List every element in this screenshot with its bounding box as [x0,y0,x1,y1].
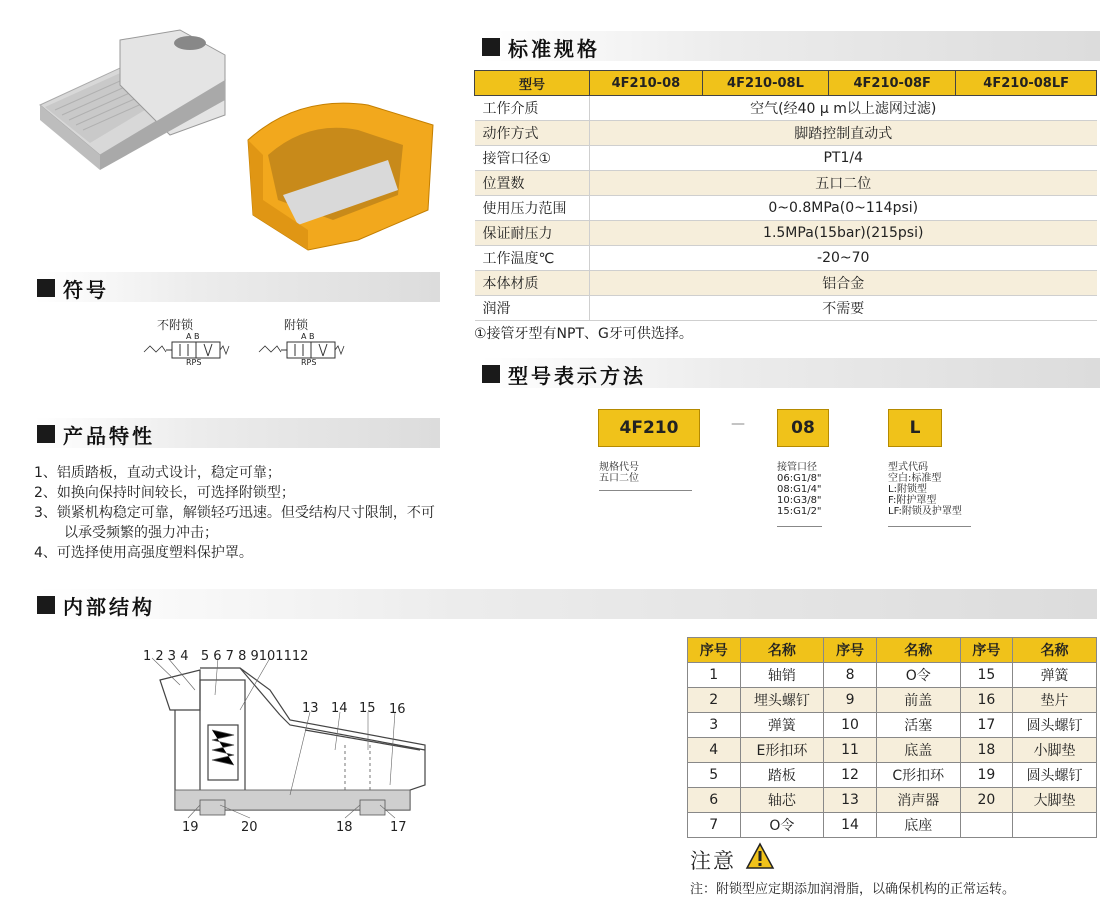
notice-title: 注意 [690,849,736,873]
spec-section-header [480,31,1100,61]
bullet-square [37,279,55,297]
structure-section-header [35,589,1097,619]
feature-item: 以承受频繁的强力冲击； [64,525,218,541]
table-cell [1013,813,1097,838]
feature-item: 2、如换向保持时间较长，可选择附锁型； [34,485,295,501]
table-cell: 垫片 [1013,688,1097,713]
desc-type [888,462,962,517]
spec-row [475,171,1097,196]
structure-drawing [140,650,440,835]
table-row [688,713,1097,738]
callout-13: 13 [302,701,319,716]
table-cell: 圆头螺钉 [1013,763,1097,788]
header-cell: 4F210-08F [829,71,956,96]
table-cell: 活塞 [876,713,960,738]
header-cell: 4F210-08 [590,71,703,96]
features-section-header [35,418,440,448]
table-row [688,813,1097,838]
notice-text: 注：附锁型应定期添加润滑脂，以确保机构的正常运转。 [690,882,1016,897]
bullet-square [482,365,500,383]
spec-label: 工作介质 [475,96,590,121]
table-cell: 8 [824,663,877,688]
spec-note: ①接管牙型有NPT、G牙可供选择。 [474,326,693,342]
spec-header-row [475,71,1097,96]
spec-label: 本体材质 [475,271,590,296]
spec-row [475,296,1097,321]
table-cell: 16 [960,688,1013,713]
spec-label: 工作温度℃ [475,246,590,271]
table-row [688,663,1097,688]
table-row [688,788,1097,813]
spec-row [475,246,1097,271]
desc-line: 接管口径 [777,462,817,473]
table-cell: E形扣环 [740,738,824,763]
desc-underline [777,526,822,527]
desc-line: 15:G1/2" [777,506,822,517]
table-cell: 10 [824,713,877,738]
bullet-square [482,38,500,56]
symbol-label-unlocked: 不附锁 [157,318,194,332]
table-cell: 18 [960,738,1013,763]
parts-table [687,637,1097,838]
table-cell: 1 [688,663,741,688]
table-cell [960,813,1013,838]
ports-top-unlocked: A B [186,332,200,341]
table-cell: 轴销 [740,663,824,688]
desc-line: 06:G1/8" [777,473,822,484]
model-code-dash: — [731,416,745,432]
desc-line: 五口二位 [599,473,639,484]
model-code-section-header [480,358,1100,388]
spec-row [475,146,1097,171]
table-cell: 15 [960,663,1013,688]
spec-value: 不需要 [590,296,1097,321]
table-cell: 7 [688,813,741,838]
table-cell: 埋头螺钉 [740,688,824,713]
desc-line: 08:G1/4" [777,484,822,495]
feature-item: 1、铝质踏板，直动式设计，稳定可靠； [34,465,281,481]
spec-label: 使用压力范围 [475,196,590,221]
desc-line: 10:G3/8" [777,495,822,506]
spec-label: 润滑 [475,296,590,321]
desc-underline [599,490,692,491]
aluminum-valve-image [30,25,230,185]
warning-icon [745,842,775,870]
callout-15: 15 [359,701,376,716]
table-cell: 19 [960,763,1013,788]
spec-row [475,96,1097,121]
table-cell: 20 [960,788,1013,813]
header-cell: 名称 [1013,638,1097,663]
callout-19: 19 [182,820,199,835]
desc-line: F:附护罩型 [888,495,937,506]
symbol-label-locked: 附锁 [284,318,309,332]
ports-bottom-locked: RPS [301,358,317,367]
table-cell: 弹簧 [1013,663,1097,688]
table-cell: 轴芯 [740,788,824,813]
model-code-port-box: 08 [777,409,829,447]
header-cell: 名称 [876,638,960,663]
model-code-series-box: 4F210 [598,409,700,447]
section-title: 型号表示方法 [508,364,646,388]
spec-row [475,196,1097,221]
spec-label: 保证耐压力 [475,221,590,246]
table-cell: 6 [688,788,741,813]
desc-port [777,462,822,517]
header-cell: 序号 [824,638,877,663]
callout-20: 20 [241,820,258,835]
table-cell: 前盖 [876,688,960,713]
spec-value: 1.5MPa(15bar)(215psi) [590,221,1097,246]
model-code-type-box: L [888,409,942,447]
symbol-section-header [35,272,440,302]
table-row [688,763,1097,788]
header-cell: 型号 [475,71,590,96]
table-cell: 5 [688,763,741,788]
table-cell: 底盖 [876,738,960,763]
table-cell: 4 [688,738,741,763]
callout-14: 14 [331,701,348,716]
callout-18: 18 [336,820,353,835]
callout-top: 1 2 3 4 5 6 7 8 9101112 [143,649,309,664]
spec-label: 接管口径① [475,146,590,171]
spec-value: 五口二位 [590,171,1097,196]
spec-row [475,221,1097,246]
callout-17: 17 [390,820,407,835]
spec-value: 0~0.8MPa(0~114psi) [590,196,1097,221]
spec-value: PT1/4 [590,146,1097,171]
desc-line: 型式代码 [888,462,928,473]
feature-item: 4、可选择使用高强度塑料保护罩。 [34,545,253,561]
ports-top-locked: A B [301,332,315,341]
table-cell: 大脚垫 [1013,788,1097,813]
guarded-valve-image [238,100,438,255]
table-cell: 9 [824,688,877,713]
header-cell: 4F210-08L [702,71,828,96]
spec-value: -20~70 [590,246,1097,271]
feature-item: 3、锁紧机构稳定可靠，解锁轻巧迅速。但受结构尺寸限制，不可 [34,505,435,521]
bullet-square [37,596,55,614]
header-cell: 序号 [960,638,1013,663]
spec-value: 空气(经40 μ m以上滤网过滤) [590,96,1097,121]
table-cell: 3 [688,713,741,738]
section-title: 内部结构 [63,595,155,619]
desc-underline [888,526,971,527]
spec-value: 铝合金 [590,271,1097,296]
bullet-square [37,425,55,443]
table-cell: C形扣环 [876,763,960,788]
desc-line: 规格代号 [599,462,639,473]
desc-line: LF:附锁及护罩型 [888,506,962,517]
spec-label: 位置数 [475,171,590,196]
table-cell: 2 [688,688,741,713]
table-cell: 消声器 [876,788,960,813]
parts-header-row [688,638,1097,663]
spec-value: 脚踏控制直动式 [590,121,1097,146]
spec-row [475,271,1097,296]
table-cell: 小脚垫 [1013,738,1097,763]
table-cell: O令 [740,813,824,838]
table-row [688,688,1097,713]
table-cell: 弹簧 [740,713,824,738]
table-cell: 12 [824,763,877,788]
header-cell: 4F210-08LF [956,71,1097,96]
section-title: 符号 [63,278,109,302]
table-cell: 圆头螺钉 [1013,713,1097,738]
table-cell: 17 [960,713,1013,738]
table-cell: 14 [824,813,877,838]
desc-line: 空白:标准型 [888,473,942,484]
table-cell: 11 [824,738,877,763]
table-row [688,738,1097,763]
table-cell: 底座 [876,813,960,838]
spec-label: 动作方式 [475,121,590,146]
ports-bottom-unlocked: RPS [186,358,202,367]
table-cell: O令 [876,663,960,688]
desc-line: L:附锁型 [888,484,927,495]
spec-table [474,70,1097,321]
spec-row [475,121,1097,146]
desc-series [599,462,639,484]
table-cell: 踏板 [740,763,824,788]
section-title: 产品特性 [63,424,155,448]
callout-16: 16 [389,702,406,717]
header-cell: 名称 [740,638,824,663]
table-cell: 13 [824,788,877,813]
section-title: 标准规格 [508,37,600,61]
header-cell: 序号 [688,638,741,663]
